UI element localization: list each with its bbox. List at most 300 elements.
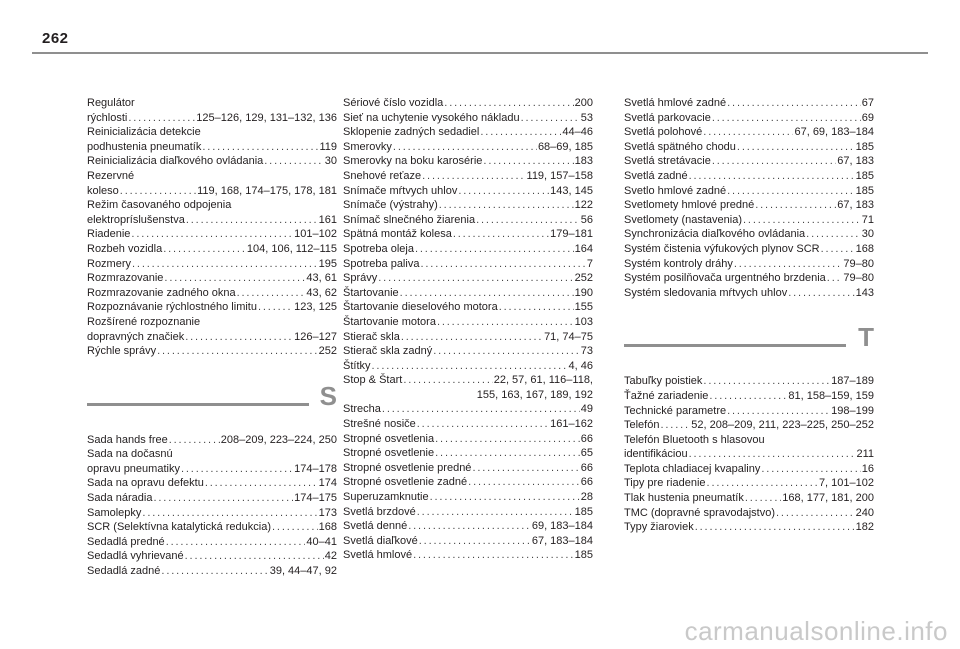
page-reference[interactable]: 155 xyxy=(574,301,593,314)
header-rule xyxy=(32,52,928,54)
dot-leader xyxy=(727,96,861,111)
index-entry xyxy=(624,257,874,272)
index-entry xyxy=(87,227,337,242)
entry-term: Svetlomety hmlové predné xyxy=(624,199,755,212)
index-entry xyxy=(624,476,874,491)
dot-leader xyxy=(258,300,293,315)
index-entry xyxy=(87,96,337,125)
index-entry xyxy=(343,96,593,111)
page-reference[interactable]: 200 xyxy=(574,97,593,109)
index-entry xyxy=(624,404,874,419)
page-reference[interactable]: 28 xyxy=(580,491,593,504)
index-entry-line xyxy=(87,184,337,199)
dot-leader xyxy=(382,402,580,417)
page-reference[interactable]: 52, 208–209, 211, 223–225, 250–252 xyxy=(691,419,874,432)
entry-term: Rozmrazovanie xyxy=(87,272,164,285)
index-entry xyxy=(343,475,593,490)
dot-leader xyxy=(776,506,855,521)
index-entry-line xyxy=(343,359,593,374)
page-reference[interactable]: 174–178 xyxy=(294,462,337,475)
dot-leader xyxy=(433,344,579,359)
page-reference[interactable]: 71, 74–75 xyxy=(544,330,593,343)
entry-term: Rozmrazovanie zadného okna xyxy=(87,286,236,299)
index-entry-line xyxy=(624,257,874,272)
index-entry xyxy=(343,519,593,534)
index-entry-line xyxy=(624,140,874,155)
entry-term: Stop & Štart xyxy=(343,374,403,387)
entry-term: SCR (Selektívna katalytická redukcia) xyxy=(87,521,272,534)
page-reference[interactable]: 81, 158–159, 159 xyxy=(788,389,874,402)
section-letter-s: S xyxy=(319,380,337,411)
index-entry-line xyxy=(624,462,874,477)
index-entry-line xyxy=(343,242,593,257)
index-entry xyxy=(87,257,337,272)
index-entry-line xyxy=(87,344,337,359)
dot-leader xyxy=(734,257,843,272)
dot-leader xyxy=(400,286,574,301)
index-entry-line xyxy=(624,520,874,535)
dot-leader xyxy=(689,447,856,462)
dot-leader xyxy=(703,125,793,140)
index-entry xyxy=(624,506,874,521)
index-entry-line xyxy=(343,548,593,563)
entry-term: identifikáciou xyxy=(624,448,688,461)
page-reference[interactable]: 39, 44–47, 92 xyxy=(269,565,337,578)
index-entry xyxy=(87,154,337,169)
index-entry xyxy=(624,374,874,389)
page-reference[interactable]: 123, 125 xyxy=(294,301,337,314)
entry-term: Sada náradia xyxy=(87,492,153,505)
dot-leader xyxy=(186,213,318,228)
index-entry xyxy=(343,505,593,520)
entry-term: Spotreba oleja xyxy=(343,242,414,255)
entry-term: Rozbeh vozidla xyxy=(87,242,163,255)
index-entry-line xyxy=(624,227,874,242)
dot-leader xyxy=(806,227,861,242)
dot-leader xyxy=(727,404,830,419)
index-entry xyxy=(343,373,593,402)
page-reference[interactable]: 53 xyxy=(580,111,593,124)
page-reference[interactable]: 161 xyxy=(318,213,337,226)
page-reference[interactable]: 185 xyxy=(574,505,593,518)
index-entry xyxy=(624,96,874,111)
page-reference[interactable]: 252 xyxy=(574,272,593,285)
index-entry-line xyxy=(87,315,337,330)
index-entry xyxy=(343,169,593,184)
page-reference[interactable]: 65 xyxy=(580,447,593,460)
index-entry xyxy=(624,198,874,213)
page-reference[interactable]: 67, 183–184 xyxy=(531,534,593,547)
dot-leader xyxy=(272,520,318,535)
index-entry-line xyxy=(343,432,593,447)
entry-term: Svetlo hmlové zadné xyxy=(624,184,727,197)
entry-term: Svetlá spätného chodu xyxy=(624,140,736,153)
index-entry xyxy=(343,461,593,476)
dot-leader xyxy=(695,520,855,535)
dot-leader xyxy=(415,242,574,257)
index-entry-line xyxy=(343,446,593,461)
index-entry-line xyxy=(87,491,337,506)
page-reference[interactable]: 79–80 xyxy=(843,257,874,270)
entry-term: Sedadlá predné xyxy=(87,535,165,548)
page-reference[interactable]: 173 xyxy=(318,506,337,519)
index-entry-line xyxy=(87,198,337,213)
index-entry xyxy=(87,433,337,448)
dot-leader xyxy=(131,227,293,242)
index-entry xyxy=(87,506,337,521)
index-entry-line xyxy=(624,418,874,433)
entry-term: Tabuľky poistiek xyxy=(624,375,703,388)
dot-leader xyxy=(120,184,196,199)
index-entry xyxy=(343,111,593,126)
index-entry xyxy=(343,213,593,228)
entry-term: Sada hands free xyxy=(87,433,168,446)
index-entry-line xyxy=(624,491,874,506)
index-entry-line xyxy=(624,242,874,257)
index-entry-line xyxy=(343,490,593,505)
entry-term: Telefón Bluetooth s hlasovou xyxy=(624,433,765,446)
dot-leader xyxy=(439,198,574,213)
index-entry xyxy=(343,300,593,315)
index-entry-line xyxy=(343,154,593,169)
entry-term: Snímače mŕtvych uhlov xyxy=(343,184,458,197)
dot-leader xyxy=(468,475,580,490)
index-entry-line xyxy=(624,154,874,169)
dot-leader xyxy=(472,461,579,476)
dot-leader xyxy=(132,257,318,272)
index-entry-line xyxy=(87,154,337,169)
entry-term: Štítky xyxy=(343,359,371,372)
dot-leader xyxy=(185,330,293,345)
entry-term: rýchlosti xyxy=(87,111,128,124)
page-reference[interactable]: 168 xyxy=(318,521,337,534)
section-letter-t: T xyxy=(858,322,874,353)
page-reference[interactable]: 56 xyxy=(580,213,593,226)
page-reference[interactable]: 168, 177, 181, 200 xyxy=(782,492,874,505)
dot-leader xyxy=(202,140,318,155)
page-reference[interactable]: 4, 46 xyxy=(568,359,593,372)
entry-term: Reinicializácia diaľkového ovládania xyxy=(87,155,264,168)
entry-term: Snímače (výstrahy) xyxy=(343,199,438,212)
entry-term: Rozšírené rozpoznanie xyxy=(87,315,201,328)
page-reference[interactable]: 43, 61 xyxy=(306,272,337,285)
page-reference[interactable]: 104, 106, 112–115 xyxy=(246,242,337,255)
page-reference[interactable]: 122 xyxy=(574,199,593,212)
index-entry xyxy=(343,402,593,417)
page-reference[interactable]: 67, 183 xyxy=(837,155,874,168)
index-entry xyxy=(624,213,874,228)
page-reference[interactable]: 79–80 xyxy=(843,272,874,285)
entry-term: Svetlá polohové xyxy=(624,126,703,139)
dot-leader xyxy=(153,491,293,506)
index-entry-line xyxy=(343,257,593,272)
index-entry-line xyxy=(624,125,874,140)
page-reference[interactable]: 208–209, 223–224, 250 xyxy=(220,433,337,446)
entry-term: Svetlá zadné xyxy=(624,169,688,182)
index-entry-line xyxy=(343,475,593,490)
page-reference[interactable]: 66 xyxy=(580,461,593,474)
index-entry-line xyxy=(624,476,874,491)
index-entry-line xyxy=(624,198,874,213)
index-entry-line xyxy=(343,286,593,301)
section-rule xyxy=(87,403,309,406)
index-column-3 xyxy=(624,96,874,535)
entry-term: Regulátor xyxy=(87,97,135,109)
page-reference[interactable]: 101–102 xyxy=(294,228,337,241)
index-entry xyxy=(624,491,874,506)
entry-term: Smerovky na boku karosérie xyxy=(343,155,483,168)
page-reference[interactable]: 16 xyxy=(861,462,874,475)
dot-leader xyxy=(755,198,836,213)
dot-leader xyxy=(499,300,574,315)
dot-leader xyxy=(417,417,549,432)
page-reference[interactable]: 73 xyxy=(580,345,593,358)
dot-leader xyxy=(707,476,818,491)
index-entry-line xyxy=(87,549,337,564)
entry-term: Typy žiaroviek xyxy=(624,521,694,534)
page-reference[interactable]: 185 xyxy=(855,184,874,197)
index-entry-line xyxy=(87,564,337,579)
page-reference[interactable]: 187–189 xyxy=(831,375,874,388)
index-entry-line xyxy=(343,315,593,330)
index-entry xyxy=(87,125,337,154)
page-reference[interactable]: 49 xyxy=(580,403,593,416)
page-reference[interactable]: 43, 62 xyxy=(306,286,337,299)
column3-top-list xyxy=(624,96,874,300)
dot-leader xyxy=(458,184,549,199)
index-entry-line xyxy=(624,271,874,286)
entry-term: opravu pneumatiky xyxy=(87,462,180,475)
page-reference[interactable]: 44–46 xyxy=(562,126,593,139)
index-entry-line xyxy=(343,213,593,228)
entry-term: Štartovanie motora xyxy=(343,315,436,328)
index-entry xyxy=(343,534,593,549)
index-entry xyxy=(343,344,593,359)
index-entry xyxy=(87,549,337,564)
page-reference[interactable]: 185 xyxy=(574,549,593,562)
page-reference[interactable]: 119, 168, 174–175, 178, 181 xyxy=(197,184,337,197)
entry-term: Sada na dočasnú xyxy=(87,448,173,461)
dot-leader xyxy=(161,564,268,579)
index-entry-line xyxy=(87,506,337,521)
entry-term: Strecha xyxy=(343,403,381,416)
entry-term: Režim časovaného odpojenia xyxy=(87,199,232,212)
index-entry xyxy=(624,111,874,126)
index-entry-line xyxy=(624,374,874,389)
dot-leader xyxy=(393,140,537,155)
page-reference[interactable]: 30 xyxy=(861,228,874,241)
index-entry-line xyxy=(343,505,593,520)
index-entry xyxy=(87,286,337,301)
index-entry-line xyxy=(624,96,874,111)
index-entry-line xyxy=(343,519,593,534)
entry-term: Snehové reťaze xyxy=(343,169,422,182)
page-reference[interactable]: 67 xyxy=(861,97,874,109)
dot-leader xyxy=(476,213,580,228)
page-reference[interactable]: 240 xyxy=(855,506,874,519)
page-reference[interactable]: 252 xyxy=(318,345,337,358)
page-reference[interactable]: 119 xyxy=(319,140,337,153)
index-entry-line xyxy=(343,461,593,476)
page-reference-continued[interactable]: 155, 163, 167, 189, 192 xyxy=(476,388,593,401)
page-reference[interactable]: 40–41 xyxy=(306,535,337,548)
dot-leader xyxy=(372,359,568,374)
index-entry xyxy=(343,140,593,155)
entry-term: dopravných značiek xyxy=(87,330,185,343)
index-entry xyxy=(624,271,874,286)
page-reference[interactable]: 185 xyxy=(855,140,874,153)
index-entry-line xyxy=(343,402,593,417)
page-reference[interactable]: 7 xyxy=(586,257,593,270)
index-entry-line xyxy=(343,169,593,184)
page-reference[interactable]: 22, 57, 61, 116–118, xyxy=(493,374,593,387)
page-reference[interactable]: 103 xyxy=(574,315,593,328)
dot-leader xyxy=(788,286,854,301)
section-head-t xyxy=(624,322,874,364)
dot-leader xyxy=(417,505,574,520)
index-entry xyxy=(624,389,874,404)
entry-term: Stropné osvetlenie predné xyxy=(343,461,472,474)
index-entry-line xyxy=(87,257,337,272)
index-entry xyxy=(343,548,593,563)
page-reference[interactable]: 168 xyxy=(855,242,874,255)
dot-leader xyxy=(128,111,195,126)
index-entry xyxy=(624,227,874,242)
entry-term: Sklopenie zadných sedadiel xyxy=(343,126,480,139)
index-entry xyxy=(343,330,593,345)
page-reference[interactable]: 30 xyxy=(324,155,337,168)
index-entry-line xyxy=(624,169,874,184)
dot-leader xyxy=(660,418,690,433)
index-entry-line xyxy=(343,271,593,286)
index-entry-line xyxy=(87,169,337,184)
page-reference[interactable]: 179–181 xyxy=(550,228,593,241)
page-reference[interactable]: 198–199 xyxy=(831,404,874,417)
page-reference[interactable]: 66 xyxy=(580,432,593,445)
page-reference[interactable]: 69, 183–184 xyxy=(531,520,593,533)
entry-term: Tipy pre riadenie xyxy=(624,477,706,490)
page-reference[interactable]: 183 xyxy=(574,155,593,168)
index-entry-line xyxy=(624,213,874,228)
entry-term: Superuzamknutie xyxy=(343,491,429,504)
index-entry-line xyxy=(624,506,874,521)
page-reference[interactable]: 7, 101–102 xyxy=(818,477,874,490)
dot-leader xyxy=(166,535,306,550)
page-reference[interactable]: 71 xyxy=(861,213,874,226)
index-entry-line xyxy=(87,125,337,140)
index-entry xyxy=(343,198,593,213)
page-reference[interactable]: 66 xyxy=(580,476,593,489)
page-reference[interactable]: 126–127 xyxy=(294,330,337,343)
page-reference[interactable]: 185 xyxy=(855,169,874,182)
entry-term: Strešné nosiče xyxy=(343,418,416,431)
entry-term: Snímač slnečného žiarenia xyxy=(343,213,476,226)
entry-term: Svetlá parkovacie xyxy=(624,111,711,124)
index-entry-line xyxy=(87,111,337,126)
page-reference[interactable]: 69 xyxy=(861,111,874,124)
entry-term: Svetlá hmlové xyxy=(343,549,413,562)
index-entry-line xyxy=(87,213,337,228)
index-entry-line xyxy=(624,286,874,301)
page-reference[interactable]: 195 xyxy=(318,257,337,270)
page-reference[interactable]: 174–175 xyxy=(294,492,337,505)
index-entry-line xyxy=(343,330,593,345)
page-reference[interactable]: 67, 183 xyxy=(837,199,874,212)
index-entry xyxy=(624,125,874,140)
index-entry xyxy=(624,184,874,199)
page-reference[interactable]: 119, 157–158 xyxy=(526,169,593,182)
section-head-s xyxy=(87,380,337,423)
entry-term: Sedadlá vyhrievané xyxy=(87,550,184,563)
page-reference[interactable]: 125–126, 129, 131–132, 136 xyxy=(196,111,337,124)
dot-leader xyxy=(181,462,293,477)
entry-term: koleso xyxy=(87,184,119,197)
dot-leader xyxy=(521,111,580,126)
entry-term: Tlak hustenia pneumatík xyxy=(624,492,744,505)
column3-bottom-list xyxy=(624,374,874,535)
index-entry-line xyxy=(87,535,337,550)
index-entry xyxy=(343,227,593,242)
entry-term: Stropné osvetlenia xyxy=(343,432,435,445)
entry-term: Systém čistenia výfukových plynov SCR xyxy=(624,242,820,255)
entry-term: Svetlá hmlové zadné xyxy=(624,97,727,109)
page-reference[interactable]: 68–69, 185 xyxy=(537,140,593,153)
index-entry-line xyxy=(87,271,337,286)
entry-term: Smerovky xyxy=(343,140,392,153)
index-entry xyxy=(87,476,337,491)
dot-leader xyxy=(745,491,781,506)
entry-term: Rýchle správy xyxy=(87,345,157,358)
column1-top-list xyxy=(87,96,337,359)
page-reference[interactable]: 161–162 xyxy=(550,418,593,431)
entry-term: Rezervné xyxy=(87,169,135,182)
entry-term: Sedadlá zadné xyxy=(87,565,161,578)
dot-leader xyxy=(264,154,323,169)
dot-leader xyxy=(737,140,855,155)
column2-list xyxy=(343,96,593,563)
index-entry xyxy=(343,184,593,199)
index-entry-line xyxy=(87,227,337,242)
entry-term: Telefón xyxy=(624,419,660,432)
index-entry xyxy=(343,286,593,301)
page-reference[interactable]: 190 xyxy=(574,286,593,299)
dot-leader xyxy=(727,184,855,199)
page-reference[interactable]: 42 xyxy=(324,550,337,563)
page-reference[interactable]: 143 xyxy=(855,286,874,299)
page-reference[interactable]: 182 xyxy=(855,521,874,534)
index-entry-line xyxy=(624,389,874,404)
index-entry-line xyxy=(343,140,593,155)
index-entry xyxy=(87,491,337,506)
entry-term: Spotreba paliva xyxy=(343,257,420,270)
index-entry xyxy=(624,140,874,155)
entry-term: Svetlomety (nastavenia) xyxy=(624,213,742,226)
page-reference[interactable]: 211 xyxy=(856,448,874,461)
page-reference[interactable]: 174 xyxy=(318,477,337,490)
dot-leader xyxy=(437,315,574,330)
dot-leader xyxy=(821,242,855,257)
index-entry-line xyxy=(87,462,337,477)
page-reference[interactable]: 143, 145 xyxy=(550,184,593,197)
dot-leader xyxy=(401,330,543,345)
page-reference[interactable]: 67, 69, 183–184 xyxy=(794,126,874,139)
dot-leader xyxy=(480,125,561,140)
dot-leader xyxy=(712,111,861,126)
page-reference[interactable]: 164 xyxy=(574,242,593,255)
entry-term: Stierač skla xyxy=(343,330,400,343)
entry-term: TMC (dopravné spravodajstvo) xyxy=(624,506,776,519)
index-entry xyxy=(624,242,874,257)
